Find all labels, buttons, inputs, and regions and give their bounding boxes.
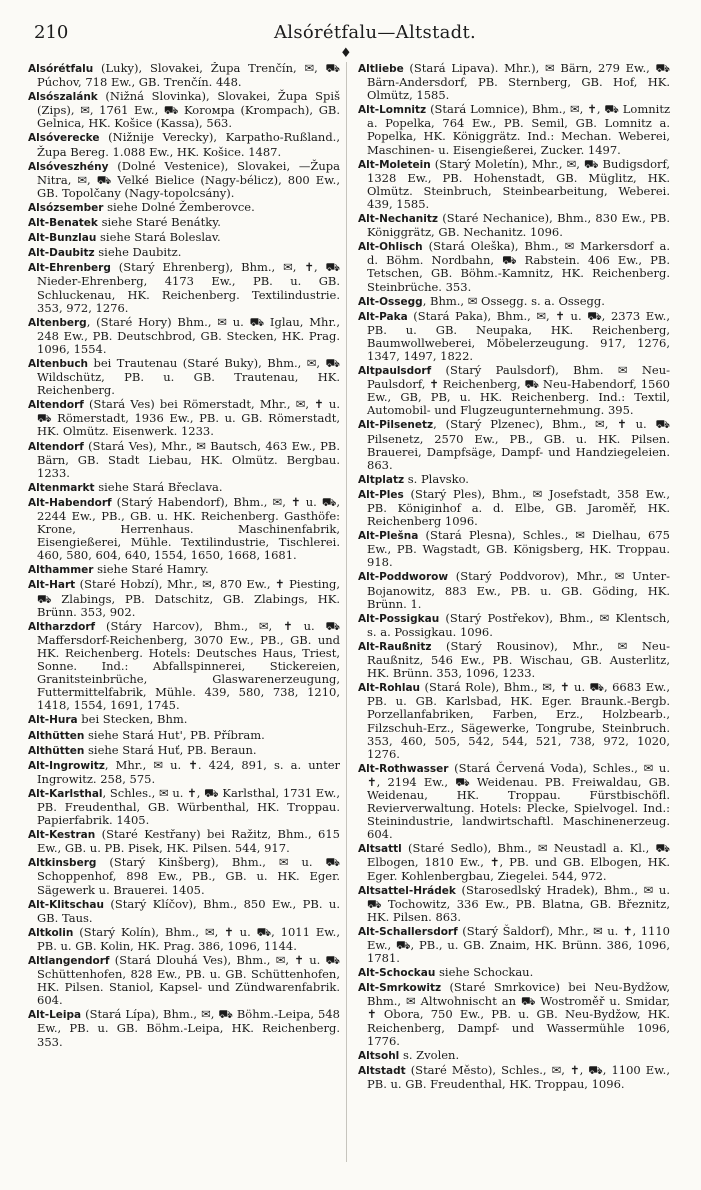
entry-text: siehe Staré Hamry.: [93, 562, 209, 577]
gazetteer-entry: [28, 231, 340, 245]
entry-headword: Alt-Moletein: [358, 158, 431, 171]
gazetteer-entry: [358, 158, 670, 211]
entry-text: siehe Stará Boleslav.: [96, 230, 221, 245]
gazetteer-entry: [358, 966, 670, 980]
entry-headword: Alsózsember: [28, 201, 104, 214]
entry-headword: Altlangendorf: [28, 955, 110, 967]
gazetteer-entry: [28, 563, 340, 577]
gazetteer-entry: [28, 828, 340, 855]
entry-text: , Mhr., ✉ u. ✝. 424, 891, s. a. unter Ingrowitz. 258, 575.: [37, 757, 340, 786]
entry-headword: Altstadt: [358, 1064, 406, 1077]
entry-text: (Stará Ves), Mhr., ✉ Bautsch, 463 Ew., PB. Bärn, GB. Stadt Liebau, HK. Olmütz. Bergbau. 1233.: [37, 438, 340, 480]
entry-headword: Alt-Schallersdorf: [358, 925, 458, 938]
entry-text: (Starý Ehrenberg), Bhm., ✉, ✝, ⛟ Nieder-Ehrenberg, 4173 Ew., PB. u. GB. Schluckenau, HK. Reichenberg. Textilindustrie. 353, 972, 1276.: [37, 260, 340, 315]
entry-headword: Altpaulsdorf: [358, 365, 432, 378]
gazetteer-entry: [358, 570, 670, 610]
entry-text: (Dolné Vestenice), Slovakei, —Župa Nitra, ✉, ⛟ Velké Bielice (Nagy-bélicz), 800 Ew., GB. Topolčany (Nagy-topolcsány).: [37, 158, 340, 200]
gazetteer-entry: [28, 1008, 340, 1048]
entry-headword: Altplatz: [358, 473, 405, 486]
gazetteer-entry: [358, 240, 670, 293]
gazetteer-entry: [28, 898, 340, 925]
gazetteer-entry: [358, 842, 670, 882]
entry-headword: Altliebe: [358, 63, 404, 75]
gazetteer-entry: [28, 856, 340, 896]
gazetteer-entry: [358, 473, 670, 487]
gazetteer-entry: [358, 612, 670, 639]
entry-headword: Alt-Ples: [358, 488, 404, 501]
entry-headword: Alt-Possigkau: [358, 612, 440, 625]
entry-text: (Starý Ples), Bhm., ✉ Josefstadt, 358 Ew., PB. Königinhof a. d. Elbe, GB. Jaroměř, HK. Reichenberg 1096.: [367, 486, 670, 529]
gazetteer-entry: [28, 713, 340, 727]
gazetteer-entry: [358, 925, 670, 965]
entry-headword: Alt-Karlsthal: [28, 787, 103, 800]
entry-headword: Alt-Hart: [28, 579, 76, 592]
entry-text: (Starý Kolín), Bhm., ✉, ✝ u. ⛟, 1011 Ew., PB. u. GB. Kolin, HK. Prag. 386, 1096, 1144.: [37, 924, 340, 953]
entry-headword: Altenberg: [28, 316, 87, 329]
entry-text: , Schles., ✉ u. ✝, ⛟ Karlsthal, 1731 Ew., PB. Freudenthal, GB. Würbenthal, HK. Troppau. Papierfabrik. 1405.: [37, 785, 340, 828]
entry-text: (Starý Postřekov), Bhm., ✉ Klentsch, s. a. Possigkau. 1096.: [367, 610, 670, 639]
entry-text: (Stará Paka), Bhm., ✉, ✝ u. ⛟, 2373 Ew., PB. u. GB. Neupaka, HK. Reichenberg, Baumwollweberei, Möbelerzeugung. 917, 1276, 1347, 1497, 1822.: [367, 308, 670, 363]
entry-headword: Alt-Raußnitz: [358, 640, 432, 653]
gazetteer-entry: [358, 762, 670, 842]
entry-text: (Stará Oleška), Bhm., ✉ Markersdorf a. d. Böhm. Nordbahn, ⛟ Rabstein. 406 Ew., PB. Tetschen, GB. Böhm.-Kamnitz, HK. Reichenberg. Steinbrüche. 353.: [367, 239, 670, 294]
entry-text: (Nižná Slovinka), Slovakei, Župa Spiš (Zips), ✉, 1761 Ew., ⛟ Koroмpa (Krompach), GB. Gelnica, HK. Košice (Kassa), 563.: [37, 89, 340, 131]
entry-headword: Altsohl: [358, 1049, 400, 1062]
entry-text: siehe Daubitz.: [94, 245, 182, 260]
entry-text: (Starosedlský Hradek), Bhm., ✉ u. ⛟ Tochowitz, 336 Ew., PB. Blatna, GB. Březnitz, HK. Pilsen. 863.: [367, 882, 670, 924]
entry-text: siehe Stará Huť, PB. Beraun.: [84, 742, 257, 757]
gazetteer-entry: [28, 90, 340, 130]
entry-text: bei Trautenau (Staré Buky), Bhm., ✉, ⛟ Wildschütz, PB. u. GB. Trautenau, HK. Reichenberg.: [37, 355, 340, 398]
entry-headword: Althütten: [28, 744, 85, 757]
entry-text: (Stará Lomnice), Bhm., ✉, ✝, ⛟ Lomnitz a. Popelka, 764 Ew., PB. Semil, GB. Lomnitz a. Popelka, HK. Königgrätz. Ind.: Mechan. Weberei, Maschinen- u. Eisengießerei, Zucker. 1497.: [367, 102, 670, 157]
entry-headword: Altharzdorf: [28, 620, 96, 633]
entry-text: (Starý Paulsdorf), Bhm. ✉ Neu-Paulsdorf, ✝ Reichenberg, ⛟ Neu-Habendorf, 1560 Ew., GB, PB, u. HK. Reichenberg. Ind.: Textil, Automobil- und Flugzeugunternehmung. 395.: [367, 363, 670, 418]
gazetteer-entry: [28, 496, 340, 562]
entry-text: siehe Staré Benátky.: [97, 215, 221, 230]
entry-text: (Stará Lipava). Mhr.), ✉ Bärn, 279 Ew., ⛟ Bärn-Andersdorf, PB. Sternberg, GB. Hof, HK. Olmütz, 1585.: [367, 62, 670, 103]
entry-headword: Althütten: [28, 729, 85, 742]
gazetteer-entry: [28, 954, 340, 1007]
gazetteer-entry: [28, 357, 340, 397]
gazetteer-entry: [28, 316, 340, 356]
entry-text: (Stará Role), Bhm., ✉, ✝ u. ⛟, 6683 Ew., PB. u. GB. Karlsbad, HK. Eger. Braunk.-Bergb. Porzellanfabriken, Farben, Erz., Holzbearb., Filzschuh-Erz., Sägewerke, Tongrube, Steinbruch. 353, 460, 505, 542, 544, 521, 738, 972, 1020, 1276.: [367, 680, 670, 761]
entry-text: , (Staré Hory) Bhm., ✉ u. ⛟ Iglau, Mhr., 248 Ew., PB. Deutschbrod, GB. Stecken, HK. Prag. 1096, 1554.: [37, 314, 340, 356]
entry-text: s. Zvolen.: [399, 1047, 460, 1062]
entry-headword: Alt-Ohlisch: [358, 241, 423, 254]
entry-headword: Alt-Habendorf: [28, 496, 112, 509]
gazetteer-entry: [358, 981, 670, 1047]
gazetteer-entry: [358, 640, 670, 680]
page-number: 210: [34, 22, 69, 43]
gazetteer-entry: [358, 62, 670, 102]
entry-headword: Alt-Kestran: [28, 829, 96, 842]
gazetteer-entry: [28, 787, 340, 827]
gazetteer-entry: [28, 201, 340, 215]
entry-headword: Althammer: [28, 564, 94, 577]
entry-text: s. Plavsko.: [404, 471, 469, 486]
entry-text: (Starý Kinšberg), Bhm., ✉ u. ⛟ Schoppenhof, 898 Ew., PB., GB. u. HK. Eger. Sägewerk u. Brauerei. 1405.: [37, 855, 340, 897]
entry-headword: Alt-Benatek: [28, 217, 98, 230]
entry-text: (Stáry Harcov), Bhm., ✉, ✝ u. ⛟ Maffersdorf-Reichenberg, 3070 Ew., PB., GB. und HK. Reichenberg. Hotels: Deutsches Haus, Triest, Sonne. Ind.: Abfallspinnerei, Stickereien, Granitsteinbrüche, Glaswarenerzeugung, Futtermittelfabrik, Mühle. 439, 580, 738, 1210, 1418, 1554, 1691, 1745.: [37, 618, 340, 713]
gazetteer-entry: [28, 759, 340, 786]
entry-text: (Starý Klíčov), Bhm., 850 Ew., PB. u. GB. Taus.: [37, 896, 340, 925]
gazetteer-entry: [28, 246, 340, 260]
ornament-icon: ♦: [340, 46, 352, 61]
entry-text: (Luky), Slovakei, Župa Trenčín, ✉, ⛟ Púchov, 718 Ew., GB. Trenčín. 448.: [37, 62, 340, 90]
gazetteer-entry: [28, 216, 340, 230]
gazetteer-entry: [28, 926, 340, 953]
entry-text: (Starý Šaldorf), Mhr., ✉ u. ✝, 1110 Ew., ⛟, PB., u. GB. Znaim, HK. Brünn. 386, 1096, 1781.: [367, 923, 670, 966]
gazetteer-entry: [358, 529, 670, 569]
gazetteer-entry: [28, 261, 340, 314]
entry-headword: Alt-Smrkowitz: [358, 982, 442, 995]
entry-text: (Stará Plesna), Schles., ✉ Dielhau, 675 Ew., PB. Wagstadt, GB. Königsberg, HK. Troppau. 918.: [367, 528, 670, 570]
gazetteer-entry: [358, 295, 670, 309]
gazetteer-entry: [358, 212, 670, 239]
entry-headword: Alt-Ossegg: [358, 295, 423, 308]
entry-headword: Alt-Poddworow: [358, 571, 449, 584]
entry-headword: Alt-Daubitz: [28, 247, 95, 260]
entry-headword: Altsattl: [358, 843, 402, 856]
entry-text: siehe Schockau.: [435, 965, 534, 980]
entry-headword: Alt-Lomnitz: [358, 104, 427, 117]
entry-text: , (Starý Plzenec), Bhm., ✉, ✝ u. ⛟ Pilsenetz, 2570 Ew., PB., GB. u. HK. Pilsen. Brauerei, Dampfsäge, Dampf- und Handziegeleien. 863.: [367, 417, 670, 472]
entry-headword: Alt-Paka: [358, 310, 408, 323]
gazetteer-entry: [358, 681, 670, 761]
gazetteer-entry: [358, 1049, 670, 1063]
entry-headword: Altkolin: [28, 926, 74, 939]
entry-headword: Alt-Nechanitz: [358, 213, 439, 226]
entry-headword: Alt-Klitschau: [28, 898, 104, 911]
entry-text: (Starý Habendorf), Bhm., ✉, ✝ u. ⛟, 2244 Ew., PB., GB. u. HK. Reichenberg. Gasthöfe: Krone, Herrenhaus. Maschinenfabrik, Eisengießerei, Mühle. Textilindustrie, Tischlerei. 460, 580, 604, 640, 1554, 1650, 1668, 1681.: [37, 494, 340, 563]
gazetteer-entry: [28, 578, 340, 618]
entry-text: (Stará Červená Voda), Schles., ✉ u. ✝, 2194 Ew., ⛟ Weidenau. PB. Freiwaldau, GB. Weidenau, HK. Troppau. Fürstbischöfl. Revierverwaltung. Hotels: Plecke, Spielvogel. Ind.: Steinindustrie, landwirtschaftl. Maschinenerzeug. 604.: [367, 760, 670, 842]
entry-headword: Alt-Bunzlau: [28, 232, 97, 245]
page-header: [34, 22, 674, 46]
gazetteer-entry: [358, 310, 670, 363]
entry-text: (Staré Nechanice), Bhm., 830 Ew., PB. Königgrätz, GB. Nechanitz. 1096.: [367, 211, 670, 240]
entry-text: (Starý Poddvorov), Mhr., ✉ Unter-Bojanowitz, 883 Ew., PB. u. GB. Göding, HK. Brünn. 1.: [367, 569, 670, 611]
entry-headword: Alsóveszhény: [28, 160, 109, 173]
gazetteer-entry: [28, 62, 340, 89]
entry-headword: Altsattel-Hrádek: [358, 884, 456, 897]
entry-headword: Altenmarkt: [28, 481, 95, 494]
entry-headword: Alt-Rohlau: [358, 682, 421, 695]
entry-headword: Alt-Leipa: [28, 1009, 82, 1022]
gazetteer-entry: [28, 398, 340, 438]
entry-text: bei Stecken, Bhm.: [77, 712, 188, 727]
gazetteer-entry: [28, 440, 340, 480]
entry-headword: Alt-Plešna: [358, 530, 419, 543]
entry-text: siehe Stará Hut', PB. Příbram.: [84, 727, 265, 742]
entry-text: siehe Dolné Žemberovce.: [103, 199, 255, 214]
entry-text: (Staré Kestřany) bei Ražitz, Bhm., 615 Ew., GB. u. PB. Pisek, HK. Pilsen. 544, 917.: [37, 827, 340, 856]
column-divider: [346, 62, 347, 1162]
entry-text: (Staré Hobzí), Mhr., ✉, 870 Ew., ✝ Piesting, ⛟ Zlabings, PB. Datschitz, GB. Zlabings, HK. Brünn. 353, 902.: [37, 577, 340, 619]
gazetteer-entry: [358, 884, 670, 924]
entry-headword: Alt-Pilsenetz: [358, 419, 434, 432]
gazetteer-entry: [358, 418, 670, 471]
entry-headword: Alt-Schockau: [358, 967, 436, 980]
entry-headword: Altkinsberg: [28, 857, 97, 870]
page-title: Alsórétfalu—Altstadt.: [274, 22, 477, 43]
entry-headword: Alt-Ingrowitz: [28, 759, 105, 772]
entry-text: siehe Stará Břeclava.: [94, 479, 223, 494]
entry-headword: Alt-Rothwasser: [358, 762, 449, 775]
entry-text: (Nižnije Verecky), Karpatho-Rußland., Župa Bereg. 1.088 Ew., HK. Košice. 1487.: [37, 130, 340, 159]
entry-headword: Alt-Hura: [28, 714, 78, 727]
entry-text: (Staré Město), Schles., ✉, ✝, ⛟, 1100 Ew., PB. u. GB. Freudenthal, HK. Troppau, 1096.: [367, 1062, 670, 1091]
gazetteer-entry: [28, 744, 340, 758]
entry-text: (Starý Moletín), Mhr., ✉, ⛟ Budigsdorf, 1328 Ew., PB. Hohenstadt, GB. Müglitz, HK. Olmütz. Steinbruch, Steinbearbeitung, Weberei. 439, 1585.: [367, 156, 670, 211]
gazetteer-entry: [28, 729, 340, 743]
gazetteer-entry: [358, 488, 670, 528]
right-column: [358, 62, 670, 1182]
entry-text: (Starý Rousinov), Mhr., ✉ Neu-Raußnitz, 546 Ew., PB. Wischau, GB. Austerlitz, HK. Brünn. 353, 1096, 1233.: [367, 638, 670, 681]
gazetteer-entry: [358, 103, 670, 156]
gazetteer-entry: [358, 1064, 670, 1091]
entry-text: (Stará Ves) bei Römerstadt, Mhr., ✉, ✝ u. ⛟ Römerstadt, 1936 Ew., PB. u. GB. Römerstadt, HK. Olmütz. Eisenwerk. 1233.: [37, 397, 340, 439]
entry-headword: Alsóverecke: [28, 132, 100, 145]
entry-text: , Bhm., ✉ Ossegg. s. a. Ossegg.: [422, 293, 605, 308]
left-column: [28, 62, 340, 1182]
entry-headword: Alsószalánk: [28, 91, 98, 104]
entry-headword: Alt-Ehrenberg: [28, 262, 111, 275]
gazetteer-entry: [28, 620, 340, 713]
entry-text: (Stará Lípa), Bhm., ✉, ⛟ Böhm.-Leipa, 548 Ew., PB. u. GB. Böhm.-Leipa, HK. Reichenberg. 353.: [37, 1007, 340, 1049]
entry-headword: Altendorf: [28, 440, 84, 453]
entry-headword: Alsórétfalu: [28, 63, 94, 75]
gazetteer-entry: [28, 131, 340, 158]
entry-text: (Staré Smrkovice) bei Neu-Bydžow, Bhm., ✉ Altwohnischt an ⛟ Wostroměř u. Smidar, ✝ Obora, 750 Ew., PB. u. GB. Neu-Bydžow, HK. Reichenberg, Dampf- und Wassermühle 1096, 1776.: [367, 980, 670, 1048]
entry-text: (Stará Dlouhá Ves), Bhm., ✉, ✝ u. ⛟ Schüttenhofen, 828 Ew., PB. u. GB. Schüttenhofen, HK. Pilsen. Staniol, Kapsel- und Zündwarenfabrik. 604.: [37, 953, 340, 1008]
gazetteer-entry: [28, 160, 340, 200]
gazetteer-entry: [358, 364, 670, 417]
entry-headword: Altenbuch: [28, 357, 89, 370]
entry-headword: Altendorf: [28, 399, 84, 412]
entry-text: (Staré Sedlo), Bhm., ✉ Neustadl a. Kl., ⛟ Elbogen, 1810 Ew., ✝, PB. und GB. Elbogen, HK. Eger. Kohlenbergbau, Ziegelei. 544, 972.: [367, 841, 670, 883]
gazetteer-entry: [28, 481, 340, 495]
